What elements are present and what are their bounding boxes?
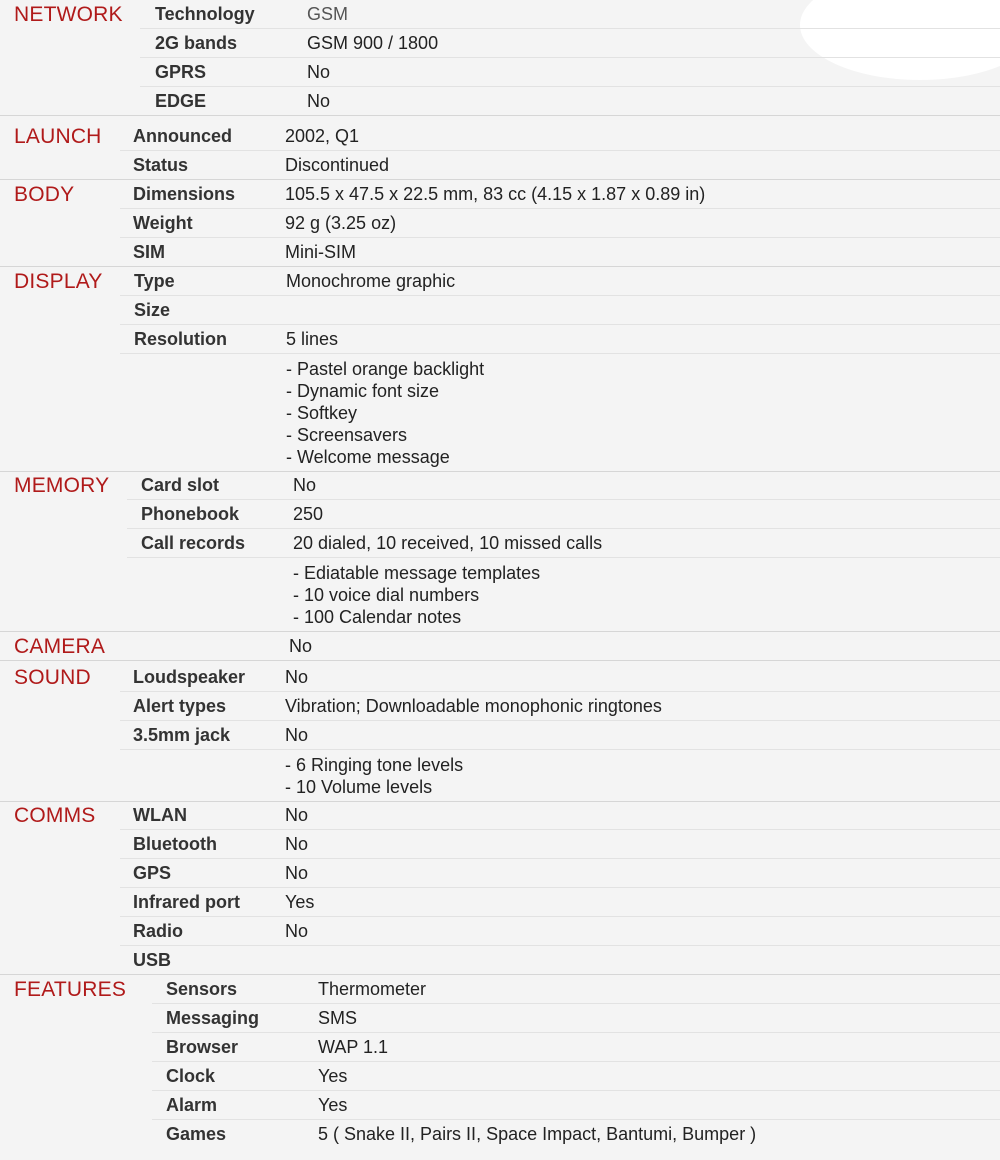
spec-value: No [307, 91, 331, 111]
spec-label: WLAN [133, 805, 187, 825]
spec-row [0, 0, 1000, 29]
section-title: COMMS [14, 804, 96, 827]
spec-value: 5 lines [286, 329, 339, 349]
spec-label: Clock [166, 1066, 216, 1086]
spec-label: 2G bands [155, 33, 238, 53]
spec-notes [293, 562, 540, 628]
section-title: BODY [14, 183, 75, 206]
spec-value: No [285, 725, 309, 745]
section-title: FEATURES [14, 978, 127, 1001]
note-line: - Dynamic font size [286, 381, 440, 401]
spec-label: Alert types [133, 696, 227, 716]
spec-value: No [285, 921, 309, 941]
section-body [0, 180, 1000, 267]
spec-value: 5 ( Snake II, Pairs II, Space Impact, Bantumi, Bumper ) [318, 1124, 757, 1144]
spec-label: Infrared port [133, 892, 241, 912]
note-line: - Ediatable message templates [293, 563, 541, 583]
spec-row [0, 801, 1000, 830]
spec-label: Type [134, 271, 175, 291]
section-display [0, 267, 1000, 472]
spec-row [0, 529, 1000, 558]
section-sound [0, 663, 1000, 802]
section-title: SOUND [14, 666, 91, 689]
spec-row [0, 975, 1000, 1004]
note-line: - 10 Volume levels [285, 777, 433, 797]
spec-value: 250 [293, 504, 324, 524]
note-line: - Softkey [286, 403, 358, 423]
spec-row [0, 29, 1000, 58]
spec-notes-row [0, 558, 1000, 627]
spec-notes [285, 754, 463, 798]
spec-label: GPS [133, 863, 172, 883]
section-title: LAUNCH [14, 125, 102, 148]
spec-label: Browser [166, 1037, 239, 1057]
spec-value: Yes [285, 892, 315, 912]
spec-value: Mini-SIM [285, 242, 356, 262]
spec-label: 3.5mm jack [133, 725, 231, 745]
section-launch [0, 122, 1000, 180]
note-line: - Screensavers [286, 425, 408, 445]
spec-notes [286, 358, 484, 468]
section-camera [0, 632, 1000, 661]
spec-value: GSM 900 / 1800 [307, 33, 439, 53]
spec-label: Phonebook [141, 504, 239, 524]
spec-value: 105.5 x 47.5 x 22.5 mm, 83 cc (4.15 x 1.87 x 0.89 in) [285, 184, 706, 204]
spec-row [0, 1004, 1000, 1033]
spec-row [0, 721, 1000, 750]
spec-value: GSM [307, 4, 349, 24]
spec-value: No [289, 636, 313, 656]
spec-row [0, 180, 1000, 209]
spec-label: Technology [155, 4, 255, 24]
spec-row [0, 209, 1000, 238]
spec-value: No [285, 805, 309, 825]
spec-label: Resolution [134, 329, 227, 349]
spec-row [0, 632, 1000, 661]
note-line: - 10 voice dial numbers [293, 585, 480, 605]
spec-notes-row [0, 750, 1000, 797]
spec-value: Yes [318, 1095, 348, 1115]
note-line: - 100 Calendar notes [293, 607, 462, 627]
note-line: - Welcome message [286, 447, 450, 467]
spec-label: GPRS [155, 62, 207, 82]
spec-value: Discontinued [285, 155, 390, 175]
spec-value: Yes [318, 1066, 348, 1086]
spec-row [0, 917, 1000, 946]
spec-label: Loudspeaker [133, 667, 246, 687]
spec-value: No [307, 62, 331, 82]
spec-row [0, 859, 1000, 888]
section-title: NETWORK [14, 3, 123, 26]
spec-row [0, 830, 1000, 859]
spec-label: Bluetooth [133, 834, 217, 854]
spec-value: 2002, Q1 [285, 126, 360, 146]
section-title: CAMERA [14, 635, 106, 658]
spec-value: No [285, 834, 309, 854]
spec-label: Dimensions [133, 184, 236, 204]
section-title: MEMORY [14, 474, 110, 497]
spec-row [0, 1120, 1000, 1149]
spec-label: SIM [133, 242, 166, 262]
spec-value: No [293, 475, 317, 495]
spec-label: EDGE [155, 91, 207, 111]
section-comms [0, 801, 1000, 975]
spec-value: No [285, 667, 309, 687]
spec-row [0, 58, 1000, 87]
spec-row [0, 500, 1000, 529]
spec-label: Size [134, 300, 171, 320]
spec-value: Monochrome graphic [286, 271, 456, 291]
spec-label: Games [166, 1124, 227, 1144]
spec-row [0, 296, 1000, 325]
spec-value: WAP 1.1 [318, 1037, 389, 1057]
spec-label: Weight [133, 213, 193, 233]
spec-value: Vibration; Downloadable monophonic ringtones [285, 696, 662, 716]
section-network [0, 0, 1000, 116]
section-memory [0, 471, 1000, 632]
spec-value: Thermometer [318, 979, 427, 999]
spec-row [0, 87, 1000, 116]
spec-label: Card slot [141, 475, 220, 495]
spec-label: Announced [133, 126, 232, 146]
spec-value: 20 dialed, 10 received, 10 missed calls [293, 533, 603, 553]
spec-label: Alarm [166, 1095, 218, 1115]
note-line: - Pastel orange backlight [286, 359, 485, 379]
spec-label: Radio [133, 921, 184, 941]
note-line: - 6 Ringing tone levels [285, 755, 464, 775]
spec-row [0, 663, 1000, 692]
spec-value: 92 g (3.25 oz) [285, 213, 397, 233]
spec-row [0, 946, 1000, 975]
spec-row [0, 1062, 1000, 1091]
spec-row [0, 1033, 1000, 1062]
spec-row [0, 267, 1000, 296]
spec-value: No [285, 863, 309, 883]
spec-row [0, 325, 1000, 354]
spec-label: Status [133, 155, 189, 175]
spec-label: Call records [141, 533, 246, 553]
spec-row [0, 888, 1000, 917]
spec-label: USB [133, 950, 172, 970]
spec-label: Sensors [166, 979, 238, 999]
spec-notes-row [0, 354, 1000, 467]
section-title: DISPLAY [14, 270, 103, 293]
spec-row [0, 151, 1000, 180]
spec-row [0, 692, 1000, 721]
spec-row [0, 238, 1000, 267]
spec-row [0, 122, 1000, 151]
section-features [0, 975, 1000, 1149]
spec-label: Messaging [166, 1008, 260, 1028]
spec-row [0, 1091, 1000, 1120]
spec-value: SMS [318, 1008, 358, 1028]
spec-row [0, 471, 1000, 500]
